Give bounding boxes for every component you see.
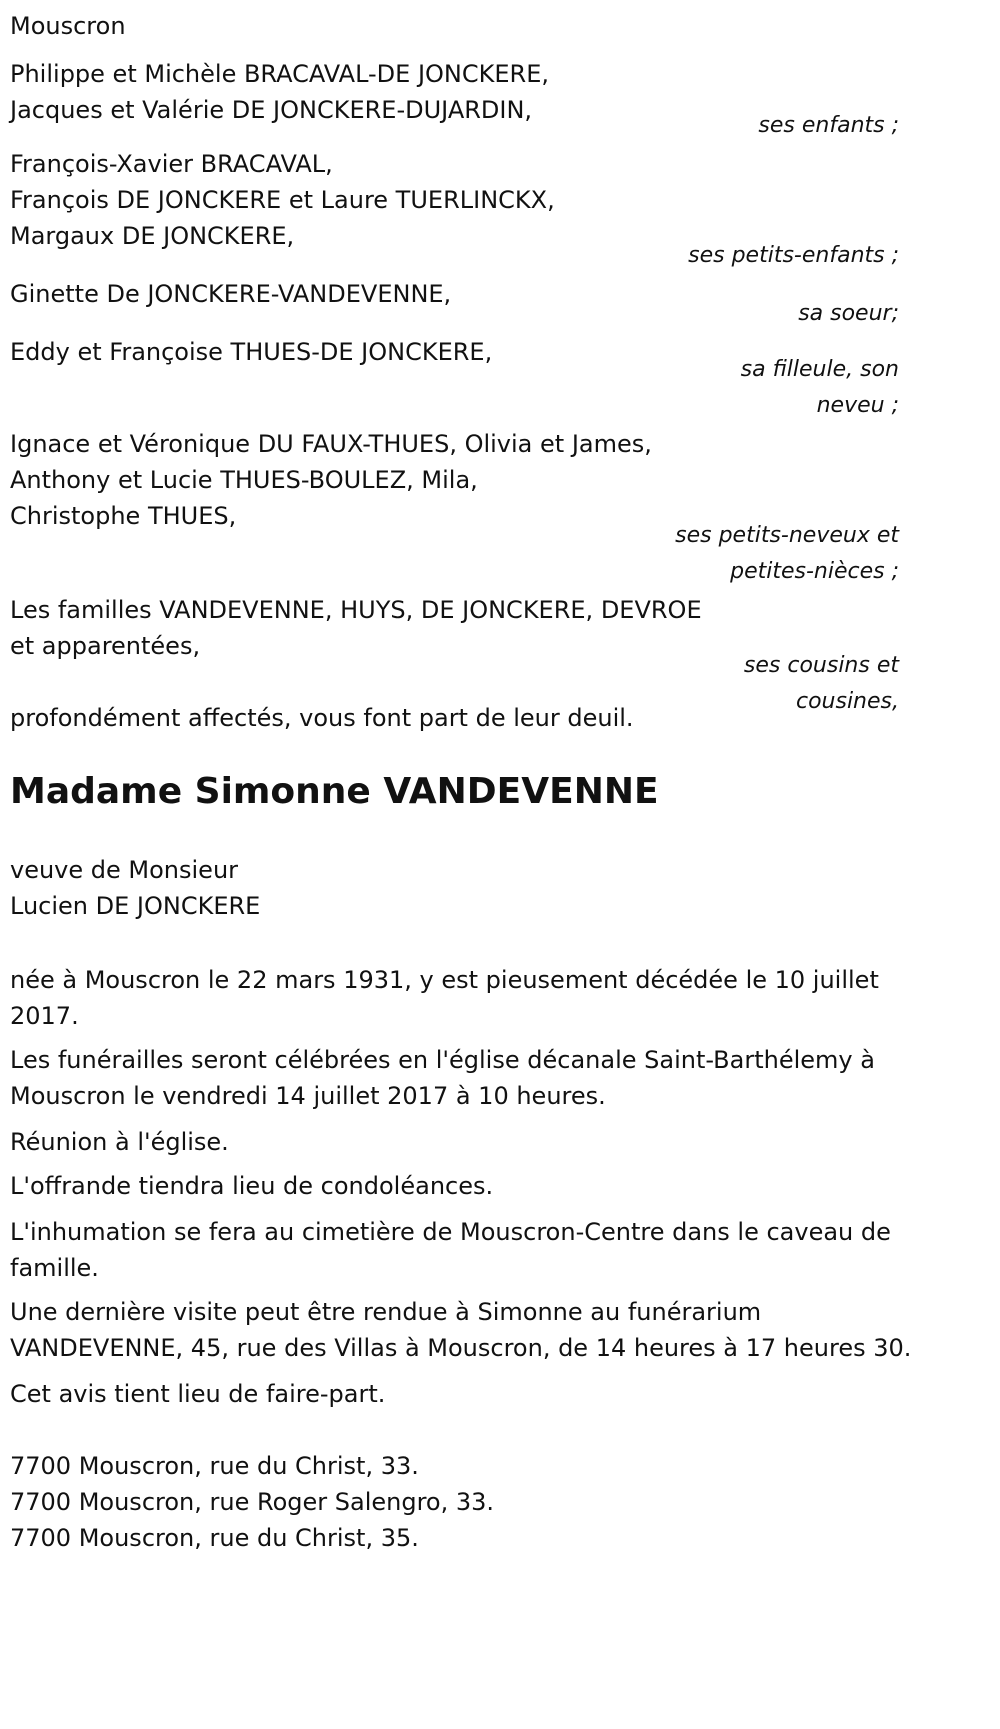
grandnephews-relation: petites-nièces ; — [730, 559, 899, 584]
grandchildren-relation: ses petits-enfants ; — [688, 243, 899, 268]
grandchildren-line: François DE JONCKERE et Laure TUERLINCKX, — [10, 186, 555, 214]
address-line: 7700 Mouscron, rue du Christ, 35. — [10, 1524, 419, 1552]
notice-line: Cet avis tient lieu de faire-part. — [10, 1380, 386, 1408]
offering-line: L'offrande tiendra lieu de condoléances. — [10, 1172, 494, 1200]
grandnephews-line: Ignace et Véronique DU FAUX-THUES, Olivia et James, — [10, 430, 652, 458]
birth-line: née à Mouscron le 22 mars 1931, y est pieusement décédée le 10 juillet — [10, 966, 879, 994]
burial-line: famille. — [10, 1254, 99, 1282]
burial-line: L'inhumation se fera au cimetière de Mouscron-Centre dans le caveau de — [10, 1218, 891, 1246]
address-line: 7700 Mouscron, rue Roger Salengro, 33. — [10, 1488, 495, 1516]
grandnephews-line: Christophe THUES, — [10, 502, 237, 530]
grandchildren-line: Margaux DE JONCKERE, — [10, 222, 295, 250]
sister-relation: sa soeur; — [798, 301, 899, 326]
grandchildren-line: François-Xavier BRACAVAL, — [10, 150, 333, 178]
grandnephews-line: Anthony et Lucie THUES-BOULEZ, Mila, — [10, 466, 478, 494]
visit-line: Une dernière visite peut être rendue à Simonne au funérarium — [10, 1298, 762, 1326]
address-line: 7700 Mouscron, rue du Christ, 33. — [10, 1452, 419, 1480]
meeting-line: Réunion à l'église. — [10, 1128, 229, 1156]
cousins-line: Les familles VANDEVENNE, HUYS, DE JONCKERE, DEVROE — [10, 596, 702, 624]
cousins-relation: ses cousins et — [743, 653, 899, 678]
funeral-line: Les funérailles seront célébrées en l'église décanale Saint-Barthélemy à — [10, 1046, 875, 1074]
children-line: Jacques et Valérie DE JONCKERE-DUJARDIN, — [10, 96, 533, 124]
visit-line: VANDEVENNE, 45, rue des Villas à Mouscron, de 14 heures à 17 heures 30. — [10, 1334, 912, 1362]
widow-line: Lucien DE JONCKERE — [10, 892, 261, 920]
goddaughter-relation: sa filleule, son — [740, 357, 899, 382]
closing-line: profondément affectés, vous font part de leur deuil. — [10, 704, 634, 732]
funeral-line: Mouscron le vendredi 14 juillet 2017 à 10 heures. — [10, 1082, 606, 1110]
grandnephews-relation: ses petits-neveux et — [675, 523, 899, 548]
children-line: Philippe et Michèle BRACAVAL-DE JONCKERE, — [10, 60, 550, 88]
city-heading: Mouscron — [10, 12, 126, 40]
children-relation: ses enfants ; — [758, 113, 899, 138]
sister-line: Ginette De JONCKERE-VANDEVENNE, — [10, 280, 452, 308]
widow-line: veuve de Monsieur — [10, 856, 239, 884]
cousins-line: et apparentées, — [10, 632, 201, 660]
goddaughter-line: Eddy et Françoise THUES-DE JONCKERE, — [10, 338, 493, 366]
goddaughter-relation: neveu ; — [816, 393, 899, 418]
deceased-name: Madame Simonne VANDEVENNE — [10, 771, 659, 812]
cousins-relation: cousines, — [795, 689, 899, 714]
birth-line: 2017. — [10, 1002, 79, 1030]
